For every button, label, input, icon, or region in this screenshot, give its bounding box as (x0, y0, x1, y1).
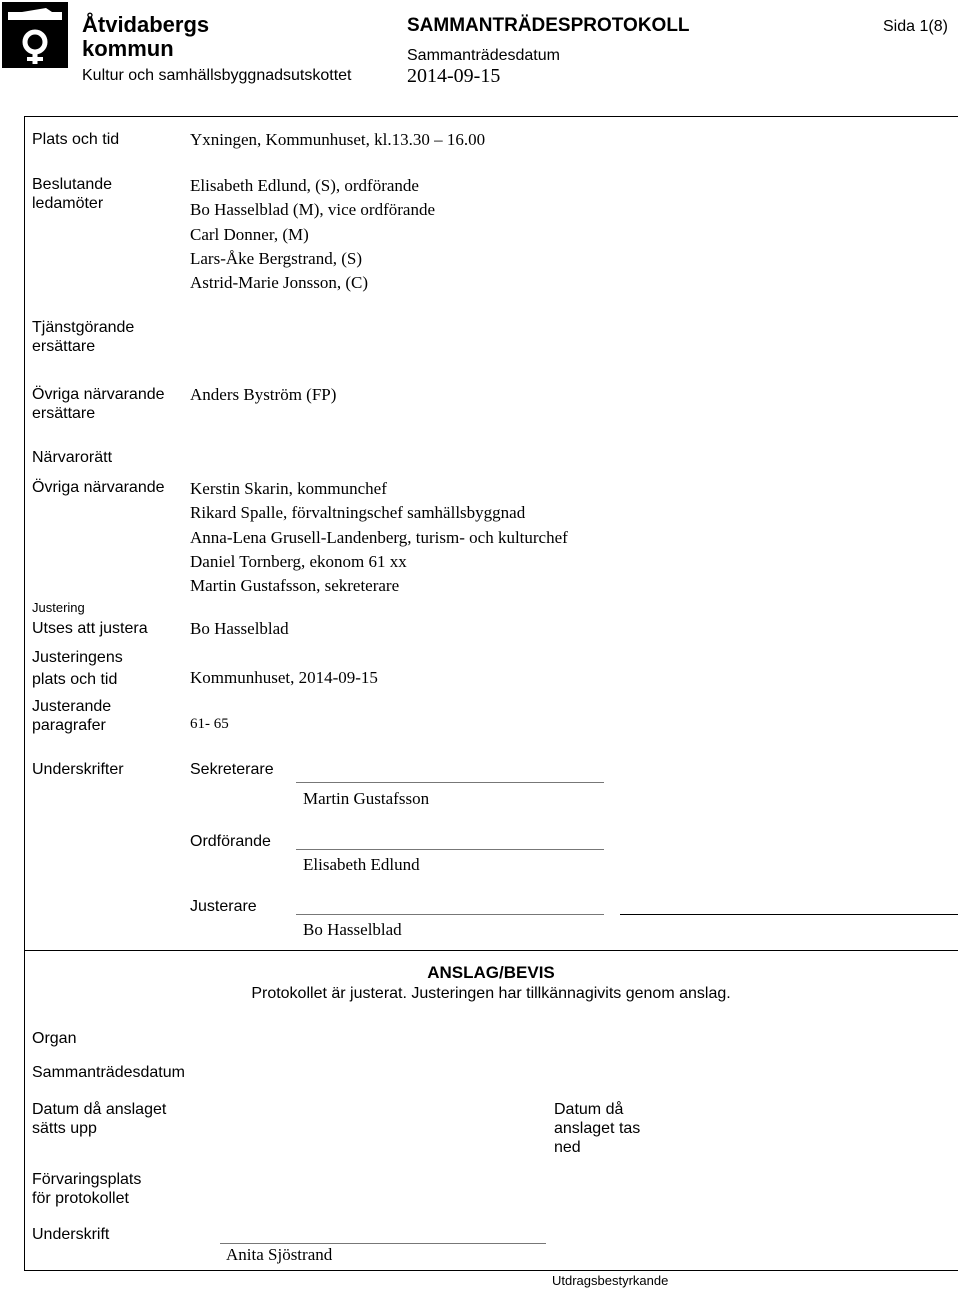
list-item: Daniel Tornberg, ekonom 61 xx (190, 551, 407, 571)
ovriga-ersattare-value: Anders Byström (FP) (190, 385, 337, 404)
list-item: Martin Gustafsson, sekreterare (190, 576, 400, 596)
adjuster-role: Justerare (190, 898, 257, 915)
underskrift-name: Anita Sjöstrand (226, 1245, 333, 1264)
list-item: Elisabeth Edlund, (S), ordförande (190, 176, 419, 195)
justerande-value: 61- 65 (190, 716, 229, 732)
datum-ned-label-1: Datum då (554, 1101, 624, 1118)
municipality-name-2: kommun (82, 36, 174, 61)
sammantradesdatum-label: Sammanträdesdatum (32, 1064, 185, 1081)
tjanstgorande-label-2: ersättare (32, 338, 96, 355)
municipality-logo (2, 2, 68, 68)
datum-ned-label-3: ned (554, 1139, 581, 1156)
list-item: Rikard Spalle, förvaltningschef samhällsbyggnad (190, 503, 526, 523)
chair-name: Elisabeth Edlund (303, 855, 420, 874)
anslag-text: Protokollet är justerat. Justeringen har tillkännagivits genom anslag. (251, 985, 731, 1002)
frame-top (24, 116, 958, 117)
committee-name: Kultur och samhällsbyggnadsutskottet (82, 67, 352, 84)
anslag-divider (24, 950, 958, 951)
justeringens-value: Kommunhuset, 2014-09-15 (190, 668, 378, 687)
chair-role: Ordförande (190, 833, 271, 850)
meeting-date-label: Sammanträdesdatum (407, 47, 560, 64)
coat-of-arms-icon (2, 2, 68, 68)
list-item: Anna-Lena Grusell-Landenberg, turism- och kulturchef (190, 527, 568, 547)
list-item: Bo Hasselblad (M), vice ordförande (190, 200, 436, 220)
justeringens-label-1: Justeringens (32, 649, 123, 666)
justerande-label-2: paragrafer (32, 717, 106, 734)
organ-label: Organ (32, 1030, 77, 1047)
justeringens-label-2: plats och tid (32, 671, 118, 688)
ovriga-narvarande-label: Övriga närvarande (32, 479, 165, 496)
list-item: Carl Donner, (M) (190, 224, 309, 244)
anslag-title: ANSLAG/BEVIS (427, 963, 555, 982)
secretary-name: Martin Gustafsson (303, 789, 430, 808)
frame-left (24, 116, 25, 1270)
place-time-value: Yxningen, Kommunhuset, kl.13.30 – 16.00 (190, 130, 486, 149)
tjanstgorande-label-1: Tjänstgörande (32, 319, 135, 336)
ovriga-ersattare-label-2: ersättare (32, 405, 96, 422)
second-adjuster-signature-line (620, 914, 958, 915)
municipality-name-1: Åtvidabergs (82, 12, 210, 37)
utses-value: Bo Hasselblad (190, 619, 289, 638)
secretary-role: Sekreterare (190, 761, 274, 778)
secretary-signature-line (296, 782, 604, 783)
list-item: Kerstin Skarin, kommunchef (190, 479, 387, 498)
utdragsbestyrkande-label: Utdragsbestyrkande (552, 1273, 669, 1288)
list-item: Lars-Åke Bergstrand, (S) (190, 248, 363, 268)
beslutande-label-2: ledamöter (32, 195, 104, 212)
utses-label: Utses att justera (32, 620, 148, 637)
datum-upp-label-2: sätts upp (32, 1120, 97, 1137)
beslutande-label-1: Beslutande (32, 176, 113, 193)
forvaring-label-2: för protokollet (32, 1190, 129, 1207)
place-time-label: Plats och tid (32, 131, 120, 148)
underskrift-label: Underskrift (32, 1226, 110, 1243)
page-number: Sida 1(8) (883, 18, 948, 35)
justering-label: Justering (32, 600, 85, 615)
meeting-date-value: 2014-09-15 (407, 65, 501, 87)
ovriga-narvarande-members (190, 477, 568, 598)
ovriga-ersattare-label-1: Övriga närvarande (32, 386, 165, 403)
forvaring-label-1: Förvaringsplats (32, 1171, 142, 1188)
frame-bottom (24, 1270, 958, 1271)
underskrift-signature-line (220, 1243, 546, 1244)
document-type: SAMMANTRÄDESPROTOKOLL (407, 15, 690, 36)
adjuster-name: Bo Hasselblad (303, 920, 402, 939)
justerande-label-1: Justerande (32, 698, 112, 715)
list-item: Astrid-Marie Jonsson, (C) (190, 273, 369, 293)
datum-ned-label-2: anslaget tas (554, 1120, 641, 1137)
underskrifter-label: Underskrifter (32, 761, 124, 778)
narvarorat-label: Närvarorätt (32, 449, 113, 466)
datum-upp-label-1: Datum då anslaget (32, 1101, 167, 1118)
adjuster-signature-line (296, 914, 604, 915)
beslutande-members (190, 174, 435, 295)
chair-signature-line (296, 849, 604, 850)
